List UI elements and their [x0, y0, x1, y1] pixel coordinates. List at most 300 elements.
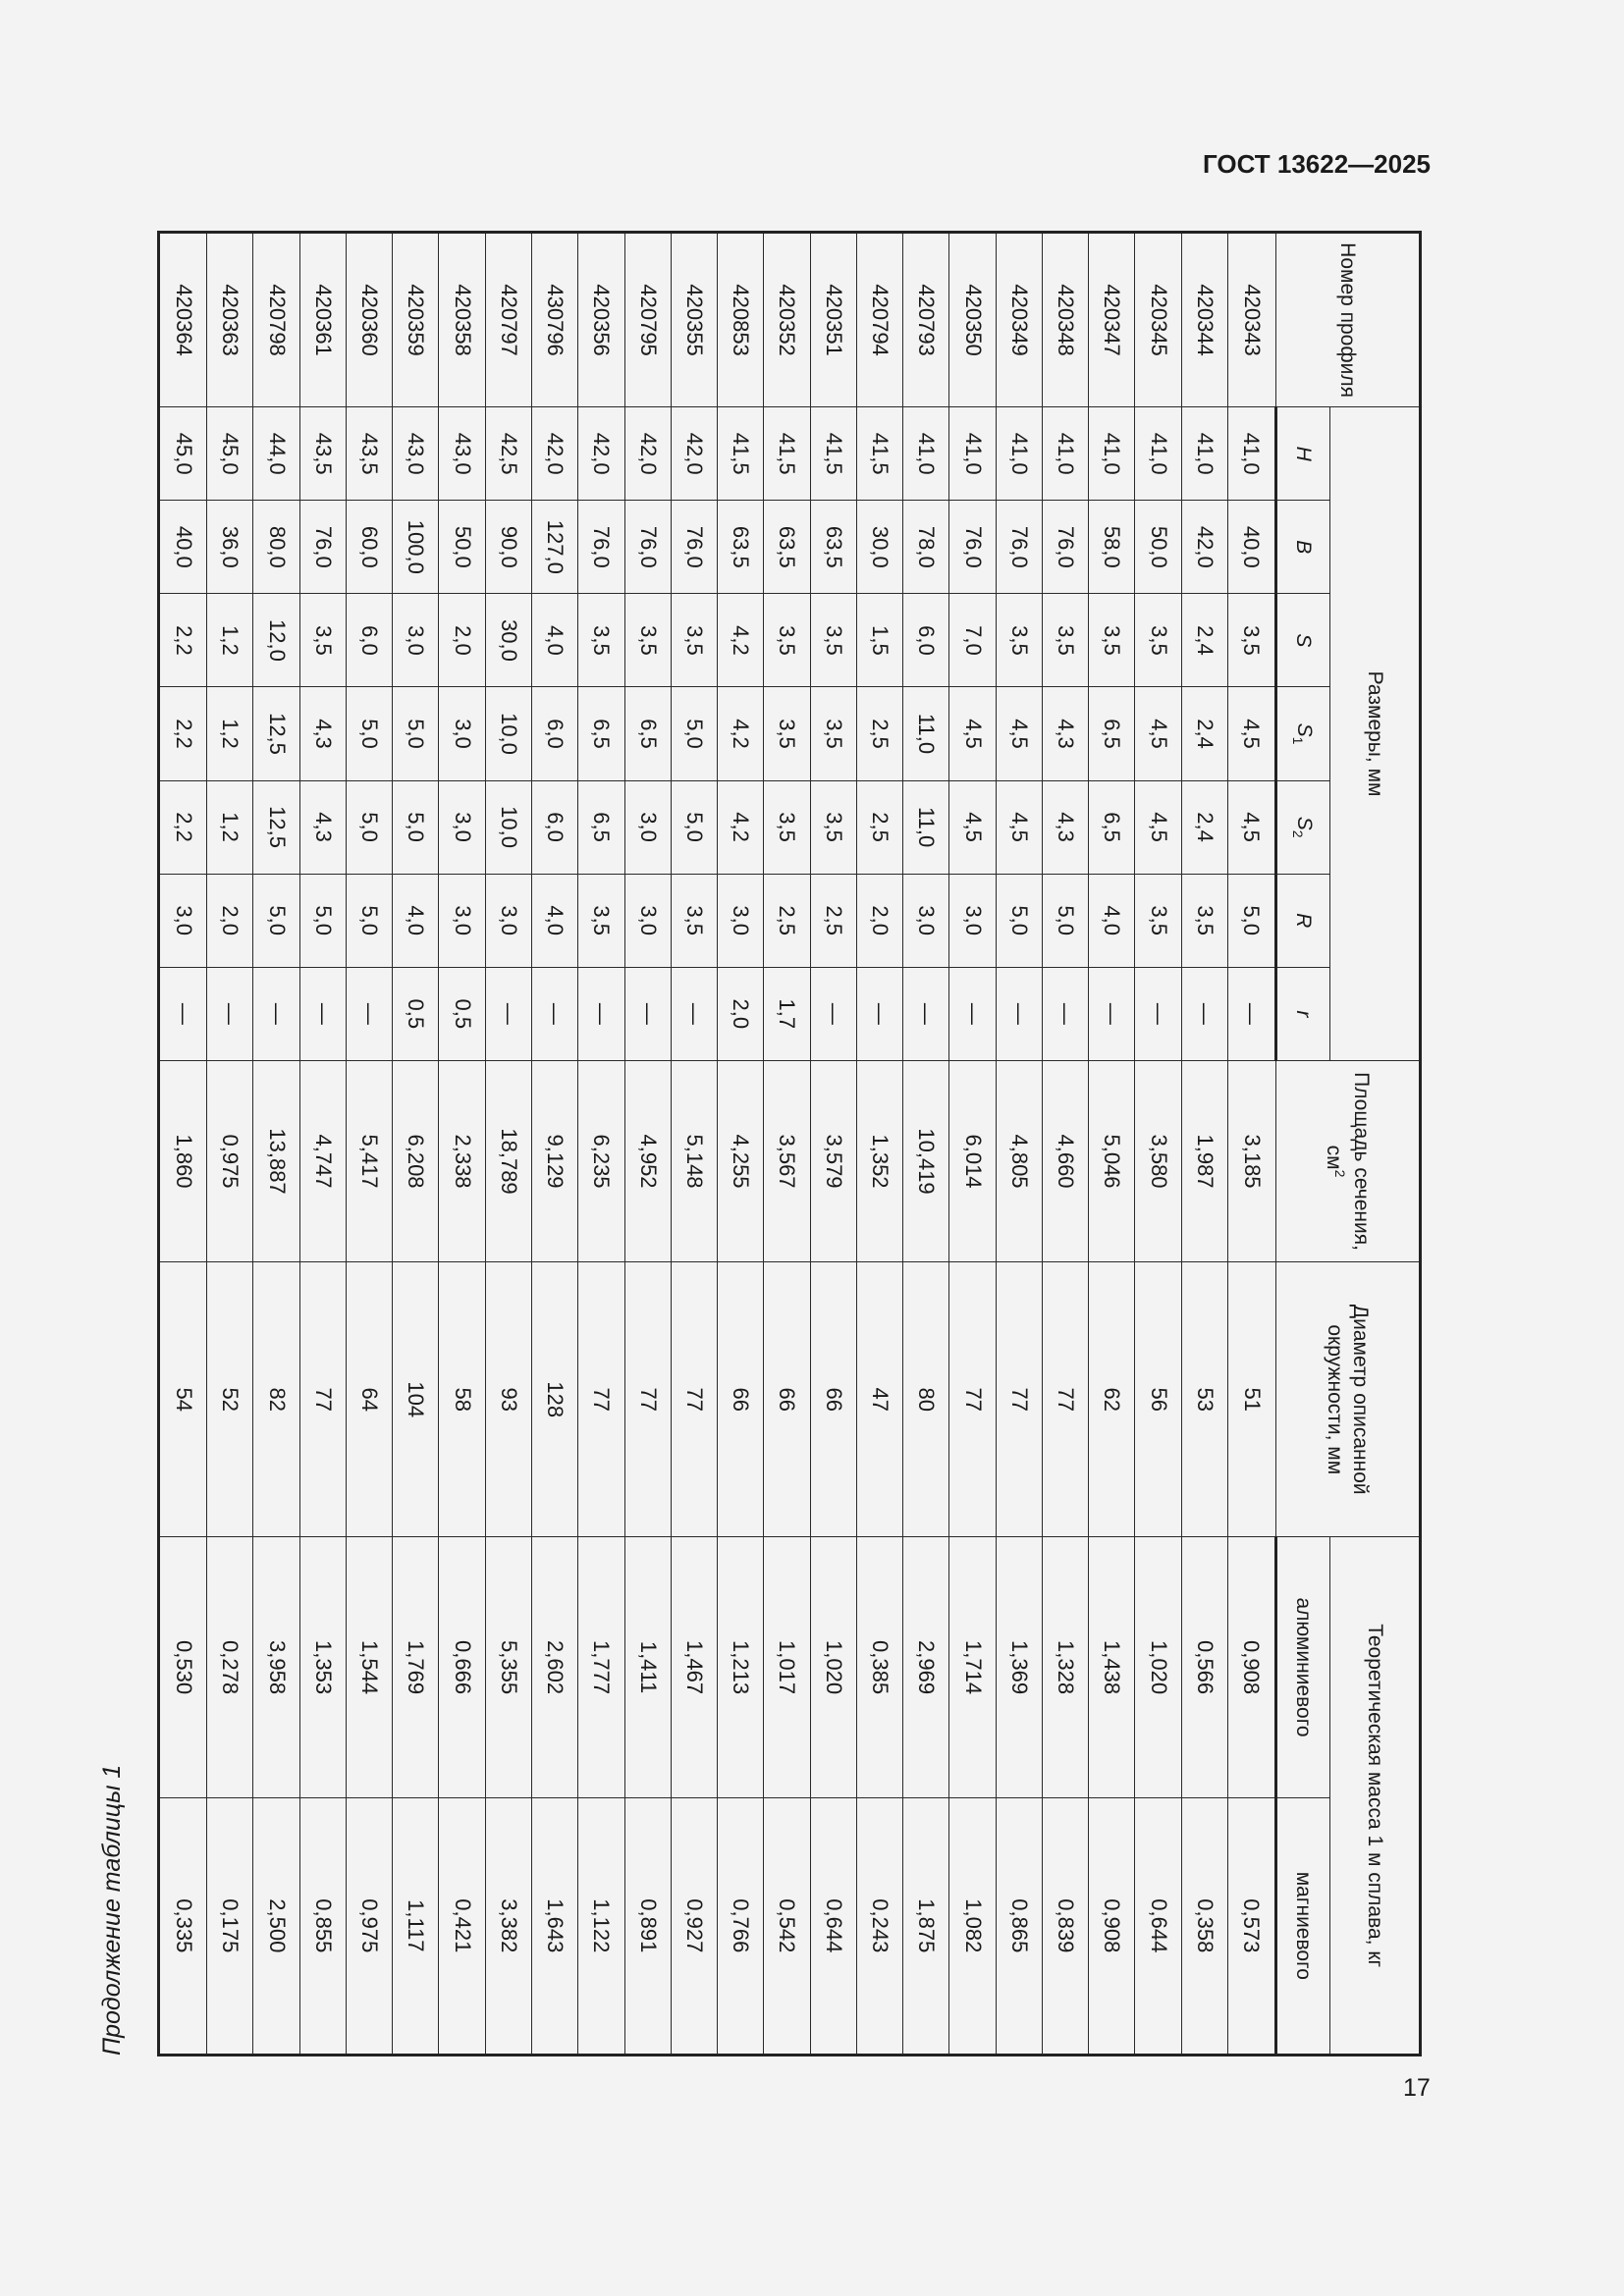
- cell-S2: 1,2: [207, 780, 253, 874]
- cell-S1: 10,0: [485, 687, 531, 780]
- cell-profile-number: 420349: [996, 233, 1042, 407]
- cell-area: 1,860: [159, 1060, 207, 1261]
- cell-H: 42,0: [624, 407, 671, 501]
- cell-mass-aluminum: 0,908: [1227, 1537, 1275, 1797]
- cell-r: —: [1042, 967, 1088, 1060]
- cell-area: 6,235: [578, 1060, 624, 1261]
- cell-profile-number: 420794: [856, 233, 902, 407]
- cell-B: 76,0: [1042, 501, 1088, 594]
- cell-B: 60,0: [346, 501, 392, 594]
- cell-mass-aluminum: 0,385: [856, 1537, 902, 1797]
- cell-r: —: [299, 967, 346, 1060]
- cell-diameter: 56: [1135, 1262, 1181, 1537]
- cell-S: 1,5: [856, 594, 902, 687]
- cell-S: 3,5: [671, 594, 717, 687]
- cell-area: 3,580: [1135, 1060, 1181, 1261]
- cell-mass-aluminum: 1,213: [718, 1537, 764, 1797]
- cell-S2: 5,0: [346, 780, 392, 874]
- cell-r: —: [532, 967, 578, 1060]
- header-mass: Теоретическая масса 1 м сплава, кг: [1330, 1537, 1421, 2056]
- header-profile-number: Номер профиля: [1276, 233, 1421, 407]
- cell-S1: 4,5: [949, 687, 996, 780]
- cell-r: 0,5: [393, 967, 439, 1060]
- cell-S2: 2,5: [856, 780, 902, 874]
- cell-S: 3,5: [578, 594, 624, 687]
- cell-mass-magnesium: 0,175: [207, 1797, 253, 2055]
- cell-S1: 3,5: [764, 687, 810, 780]
- cell-B: 127,0: [532, 501, 578, 594]
- cell-diameter: 77: [671, 1262, 717, 1537]
- cell-mass-magnesium: 0,644: [1135, 1797, 1181, 2055]
- cell-H: 42,5: [485, 407, 531, 501]
- header-B: B: [1276, 501, 1330, 594]
- cell-profile-number: 420352: [764, 233, 810, 407]
- cell-H: 41,5: [718, 407, 764, 501]
- cell-profile-number: 420793: [903, 233, 949, 407]
- cell-mass-aluminum: 1,769: [393, 1537, 439, 1797]
- cell-mass-aluminum: 2,602: [532, 1537, 578, 1797]
- cell-S1: 2,5: [856, 687, 902, 780]
- cell-mass-magnesium: 0,358: [1181, 1797, 1227, 2055]
- cell-mass-magnesium: 0,855: [299, 1797, 346, 2055]
- cell-S1: 4,5: [996, 687, 1042, 780]
- header-r: r: [1276, 967, 1330, 1060]
- cell-mass-aluminum: 1,017: [764, 1537, 810, 1797]
- cell-S: 30,0: [485, 594, 531, 687]
- cell-mass-aluminum: 0,566: [1181, 1537, 1227, 1797]
- cell-B: 76,0: [949, 501, 996, 594]
- cell-H: 42,0: [671, 407, 717, 501]
- table-row: [439, 233, 485, 2056]
- cell-H: 41,0: [949, 407, 996, 501]
- cell-mass-aluminum: 0,278: [207, 1537, 253, 1797]
- cell-S2: 3,0: [439, 780, 485, 874]
- cell-mass-aluminum: 3,958: [253, 1537, 299, 1797]
- cell-area: 4,747: [299, 1060, 346, 1261]
- cell-area: 10,419: [903, 1060, 949, 1261]
- cell-S1: 1,2: [207, 687, 253, 780]
- cell-profile-number: 420359: [393, 233, 439, 407]
- cell-S: 3,5: [810, 594, 856, 687]
- cell-r: —: [810, 967, 856, 1060]
- table-row: [485, 233, 531, 2056]
- cell-S2: 4,5: [949, 780, 996, 874]
- cell-H: 43,0: [393, 407, 439, 501]
- cell-S1: 4,5: [1227, 687, 1275, 780]
- cell-mass-aluminum: 5,355: [485, 1537, 531, 1797]
- cell-B: 100,0: [393, 501, 439, 594]
- cell-mass-aluminum: 1,411: [624, 1537, 671, 1797]
- cell-S1: 6,5: [578, 687, 624, 780]
- cell-B: 36,0: [207, 501, 253, 594]
- cell-mass-magnesium: 3,382: [485, 1797, 531, 2055]
- cell-mass-magnesium: 0,335: [159, 1797, 207, 2055]
- cell-profile-number: 420355: [671, 233, 717, 407]
- cell-mass-magnesium: 1,875: [903, 1797, 949, 2055]
- cell-R: 3,0: [624, 874, 671, 967]
- cell-area: 5,148: [671, 1060, 717, 1261]
- page-number: 17: [1403, 2074, 1431, 2102]
- cell-mass-aluminum: 1,020: [810, 1537, 856, 1797]
- cell-diameter: 64: [346, 1262, 392, 1537]
- table-row: [856, 233, 902, 2056]
- cell-B: 90,0: [485, 501, 531, 594]
- cell-mass-aluminum: 1,777: [578, 1537, 624, 1797]
- cell-r: —: [1227, 967, 1275, 1060]
- cell-profile-number: 420348: [1042, 233, 1088, 407]
- cell-area: 6,208: [393, 1060, 439, 1261]
- table-row: [1181, 233, 1227, 2056]
- cell-B: 50,0: [1135, 501, 1181, 594]
- cell-R: 3,5: [1135, 874, 1181, 967]
- cell-r: —: [1135, 967, 1181, 1060]
- table-row: [253, 233, 299, 2056]
- cell-profile-number: 420361: [299, 233, 346, 407]
- cell-R: 4,0: [393, 874, 439, 967]
- cell-R: 3,5: [578, 874, 624, 967]
- cell-diameter: 93: [485, 1262, 531, 1537]
- cell-mass-magnesium: 0,975: [346, 1797, 392, 2055]
- header-S2: $S_2$: [1276, 780, 1330, 874]
- cell-B: 30,0: [856, 501, 902, 594]
- cell-B: 42,0: [1181, 501, 1227, 594]
- cell-S1: 3,0: [439, 687, 485, 780]
- cell-S: 3,5: [1227, 594, 1275, 687]
- cell-area: 18,789: [485, 1060, 531, 1261]
- cell-H: 41,0: [1135, 407, 1181, 501]
- cell-area: 9,129: [532, 1060, 578, 1261]
- cell-profile-number: 420797: [485, 233, 531, 407]
- cell-B: 76,0: [299, 501, 346, 594]
- cell-H: 41,5: [810, 407, 856, 501]
- cell-R: 3,5: [671, 874, 717, 967]
- cell-r: 1,7: [764, 967, 810, 1060]
- cell-H: 41,0: [1181, 407, 1227, 501]
- cell-S1: 5,0: [393, 687, 439, 780]
- cell-S: 3,5: [764, 594, 810, 687]
- cell-mass-magnesium: 1,082: [949, 1797, 996, 2055]
- cell-profile-number: 420343: [1227, 233, 1275, 407]
- cell-profile-number: 420358: [439, 233, 485, 407]
- cell-area: 2,338: [439, 1060, 485, 1261]
- cell-r: —: [207, 967, 253, 1060]
- header-magnesium: магниевого: [1276, 1797, 1330, 2055]
- cell-R: 2,0: [856, 874, 902, 967]
- cell-mass-magnesium: 0,891: [624, 1797, 671, 2055]
- header-H: H: [1276, 407, 1330, 501]
- cell-R: 5,0: [1227, 874, 1275, 967]
- cell-profile-number: 420350: [949, 233, 996, 407]
- cell-S: 3,5: [1042, 594, 1088, 687]
- cell-S: 7,0: [949, 594, 996, 687]
- cell-diameter: 104: [393, 1262, 439, 1537]
- cell-B: 63,5: [764, 501, 810, 594]
- profiles-table: [157, 231, 1422, 2056]
- header-S1: $S_1$: [1276, 687, 1330, 780]
- cell-S2: 4,5: [996, 780, 1042, 874]
- cell-diameter: 77: [299, 1262, 346, 1537]
- cell-H: 42,0: [532, 407, 578, 501]
- cell-mass-aluminum: 0,530: [159, 1537, 207, 1797]
- cell-H: 45,0: [207, 407, 253, 501]
- table-row: [949, 233, 996, 2056]
- cell-S2: 10,0: [485, 780, 531, 874]
- rotated-table-container: [157, 231, 1422, 2056]
- table-row: [159, 233, 207, 2056]
- cell-S1: 6,5: [624, 687, 671, 780]
- cell-R: 3,0: [903, 874, 949, 967]
- table-row: [996, 233, 1042, 2056]
- cell-area: 3,579: [810, 1060, 856, 1261]
- cell-mass-aluminum: 1,328: [1042, 1537, 1088, 1797]
- cell-S: 12,0: [253, 594, 299, 687]
- cell-R: 3,0: [718, 874, 764, 967]
- cell-diameter: 77: [578, 1262, 624, 1537]
- cell-diameter: 62: [1089, 1262, 1135, 1537]
- cell-mass-magnesium: 0,865: [996, 1797, 1042, 2055]
- table-row: [393, 233, 439, 2056]
- cell-S1: 4,2: [718, 687, 764, 780]
- cell-r: —: [346, 967, 392, 1060]
- cell-R: 2,5: [810, 874, 856, 967]
- cell-diameter: 52: [207, 1262, 253, 1537]
- header-dimensions: Размеры, мм: [1330, 407, 1421, 1061]
- cell-diameter: 77: [996, 1262, 1042, 1537]
- cell-R: 5,0: [299, 874, 346, 967]
- cell-S2: 3,5: [764, 780, 810, 874]
- cell-mass-magnesium: 0,644: [810, 1797, 856, 2055]
- cell-profile-number: 420356: [578, 233, 624, 407]
- cell-area: 1,352: [856, 1060, 902, 1261]
- cell-mass-magnesium: 1,122: [578, 1797, 624, 2055]
- cell-B: 50,0: [439, 501, 485, 594]
- cell-profile-number: 430796: [532, 233, 578, 407]
- cell-S: 3,5: [1135, 594, 1181, 687]
- cell-B: 58,0: [1089, 501, 1135, 594]
- table-row: [671, 233, 717, 2056]
- cell-profile-number: 420853: [718, 233, 764, 407]
- cell-r: —: [1089, 967, 1135, 1060]
- table-row: [1042, 233, 1088, 2056]
- cell-R: 5,0: [1042, 874, 1088, 967]
- cell-S1: 6,5: [1089, 687, 1135, 780]
- cell-H: 41,0: [1227, 407, 1275, 501]
- cell-mass-aluminum: 1,438: [1089, 1537, 1135, 1797]
- cell-r: —: [671, 967, 717, 1060]
- cell-S2: 4,3: [299, 780, 346, 874]
- table-row: [532, 233, 578, 2056]
- cell-S2: 2,4: [1181, 780, 1227, 874]
- cell-S2: 4,5: [1227, 780, 1275, 874]
- cell-r: —: [996, 967, 1042, 1060]
- cell-S2: 3,0: [624, 780, 671, 874]
- cell-S: 6,0: [903, 594, 949, 687]
- cell-profile-number: 420795: [624, 233, 671, 407]
- cell-H: 41,0: [1042, 407, 1088, 501]
- cell-area: 0,975: [207, 1060, 253, 1261]
- cell-S: 3,5: [299, 594, 346, 687]
- cell-H: 45,0: [159, 407, 207, 501]
- cell-r: —: [903, 967, 949, 1060]
- cell-S1: 2,2: [159, 687, 207, 780]
- table-row: [578, 233, 624, 2056]
- cell-r: —: [159, 967, 207, 1060]
- cell-B: 78,0: [903, 501, 949, 594]
- cell-mass-magnesium: 0,839: [1042, 1797, 1088, 2055]
- document-header: ГОСТ 13622—2025: [1203, 149, 1431, 179]
- cell-R: 3,0: [159, 874, 207, 967]
- cell-H: 42,0: [578, 407, 624, 501]
- cell-mass-aluminum: 0,666: [439, 1537, 485, 1797]
- cell-r: —: [856, 967, 902, 1060]
- cell-S1: 4,3: [1042, 687, 1088, 780]
- cell-area: 4,952: [624, 1060, 671, 1261]
- table-row: [1135, 233, 1181, 2056]
- cell-R: 5,0: [996, 874, 1042, 967]
- cell-mass-magnesium: 2,500: [253, 1797, 299, 2055]
- cell-diameter: 54: [159, 1262, 207, 1537]
- cell-S2: 12,5: [253, 780, 299, 874]
- cell-S1: 2,4: [1181, 687, 1227, 780]
- cell-mass-magnesium: 0,766: [718, 1797, 764, 2055]
- cell-diameter: 47: [856, 1262, 902, 1537]
- cell-area: 5,046: [1089, 1060, 1135, 1261]
- cell-R: 3,0: [439, 874, 485, 967]
- header-aluminum: алюминиевого: [1276, 1537, 1330, 1797]
- cell-area: 4,255: [718, 1060, 764, 1261]
- cell-S2: 5,0: [671, 780, 717, 874]
- cell-profile-number: 420344: [1181, 233, 1227, 407]
- cell-S: 2,0: [439, 594, 485, 687]
- cell-S: 6,0: [346, 594, 392, 687]
- cell-S2: 4,3: [1042, 780, 1088, 874]
- cell-mass-magnesium: 0,243: [856, 1797, 902, 2055]
- cell-S: 2,4: [1181, 594, 1227, 687]
- cell-R: 5,0: [346, 874, 392, 967]
- table-row: [810, 233, 856, 2056]
- header-S: S: [1276, 594, 1330, 687]
- cell-B: 40,0: [1227, 501, 1275, 594]
- cell-S1: 3,5: [810, 687, 856, 780]
- cell-profile-number: 420345: [1135, 233, 1181, 407]
- cell-R: 2,5: [764, 874, 810, 967]
- cell-diameter: 66: [764, 1262, 810, 1537]
- cell-S: 2,2: [159, 594, 207, 687]
- cell-S2: 6,5: [578, 780, 624, 874]
- cell-R: 3,5: [1181, 874, 1227, 967]
- cell-area: 3,567: [764, 1060, 810, 1261]
- cell-S: 4,2: [718, 594, 764, 687]
- cell-area: 4,660: [1042, 1060, 1088, 1261]
- cell-S1: 5,0: [346, 687, 392, 780]
- cell-mass-aluminum: 2,969: [903, 1537, 949, 1797]
- cell-S2: 4,5: [1135, 780, 1181, 874]
- table-row: [1227, 233, 1275, 2056]
- header-area: Площадь сечения, $см^2$: [1276, 1060, 1421, 1261]
- cell-diameter: 66: [810, 1262, 856, 1537]
- cell-B: 63,5: [718, 501, 764, 594]
- cell-R: 2,0: [207, 874, 253, 967]
- cell-area: 4,805: [996, 1060, 1042, 1261]
- table-row: [903, 233, 949, 2056]
- header-diameter: Диаметр описанной окружности, мм: [1276, 1262, 1421, 1537]
- cell-S1: 5,0: [671, 687, 717, 780]
- cell-area: 6,014: [949, 1060, 996, 1261]
- cell-diameter: 82: [253, 1262, 299, 1537]
- cell-H: 41,5: [764, 407, 810, 501]
- cell-H: 41,0: [996, 407, 1042, 501]
- cell-r: 2,0: [718, 967, 764, 1060]
- cell-profile-number: 420798: [253, 233, 299, 407]
- cell-diameter: 58: [439, 1262, 485, 1537]
- cell-area: 13,887: [253, 1060, 299, 1261]
- cell-B: 80,0: [253, 501, 299, 594]
- cell-mass-magnesium: 1,117: [393, 1797, 439, 2055]
- cell-B: 76,0: [578, 501, 624, 594]
- cell-mass-magnesium: 0,908: [1089, 1797, 1135, 2055]
- cell-diameter: 77: [949, 1262, 996, 1537]
- cell-profile-number: 420364: [159, 233, 207, 407]
- cell-B: 76,0: [996, 501, 1042, 594]
- table-row: [1089, 233, 1135, 2056]
- cell-r: —: [578, 967, 624, 1060]
- cell-S: 1,2: [207, 594, 253, 687]
- cell-mass-aluminum: 1,544: [346, 1537, 392, 1797]
- cell-R: 4,0: [1089, 874, 1135, 967]
- cell-diameter: 77: [1042, 1262, 1088, 1537]
- cell-H: 41,0: [1089, 407, 1135, 501]
- cell-B: 63,5: [810, 501, 856, 594]
- cell-mass-magnesium: 0,542: [764, 1797, 810, 2055]
- cell-R: 3,0: [949, 874, 996, 967]
- cell-profile-number: 420363: [207, 233, 253, 407]
- cell-S1: 6,0: [532, 687, 578, 780]
- cell-diameter: 53: [1181, 1262, 1227, 1537]
- cell-S1: 11,0: [903, 687, 949, 780]
- cell-r: —: [253, 967, 299, 1060]
- table-row: [346, 233, 392, 2056]
- cell-r: —: [1181, 967, 1227, 1060]
- cell-S: 4,0: [532, 594, 578, 687]
- cell-area: 1,987: [1181, 1060, 1227, 1261]
- table-row: [299, 233, 346, 2056]
- cell-S2: 11,0: [903, 780, 949, 874]
- cell-mass-aluminum: 1,369: [996, 1537, 1042, 1797]
- table-caption: Продолжение таблицы 1: [98, 1764, 126, 2056]
- cell-H: 43,5: [346, 407, 392, 501]
- cell-mass-aluminum: 1,353: [299, 1537, 346, 1797]
- cell-H: 41,0: [903, 407, 949, 501]
- cell-diameter: 80: [903, 1262, 949, 1537]
- cell-mass-magnesium: 0,573: [1227, 1797, 1275, 2055]
- cell-r: —: [949, 967, 996, 1060]
- cell-area: 3,185: [1227, 1060, 1275, 1261]
- cell-S2: 3,5: [810, 780, 856, 874]
- cell-H: 41,5: [856, 407, 902, 501]
- cell-S: 3,0: [393, 594, 439, 687]
- cell-S: 3,5: [1089, 594, 1135, 687]
- table-row: [624, 233, 671, 2056]
- cell-profile-number: 420347: [1089, 233, 1135, 407]
- cell-B: 76,0: [624, 501, 671, 594]
- cell-R: 4,0: [532, 874, 578, 967]
- cell-mass-aluminum: 1,020: [1135, 1537, 1181, 1797]
- cell-S2: 5,0: [393, 780, 439, 874]
- cell-r: —: [624, 967, 671, 1060]
- cell-B: 40,0: [159, 501, 207, 594]
- cell-S1: 4,5: [1135, 687, 1181, 780]
- cell-S2: 6,5: [1089, 780, 1135, 874]
